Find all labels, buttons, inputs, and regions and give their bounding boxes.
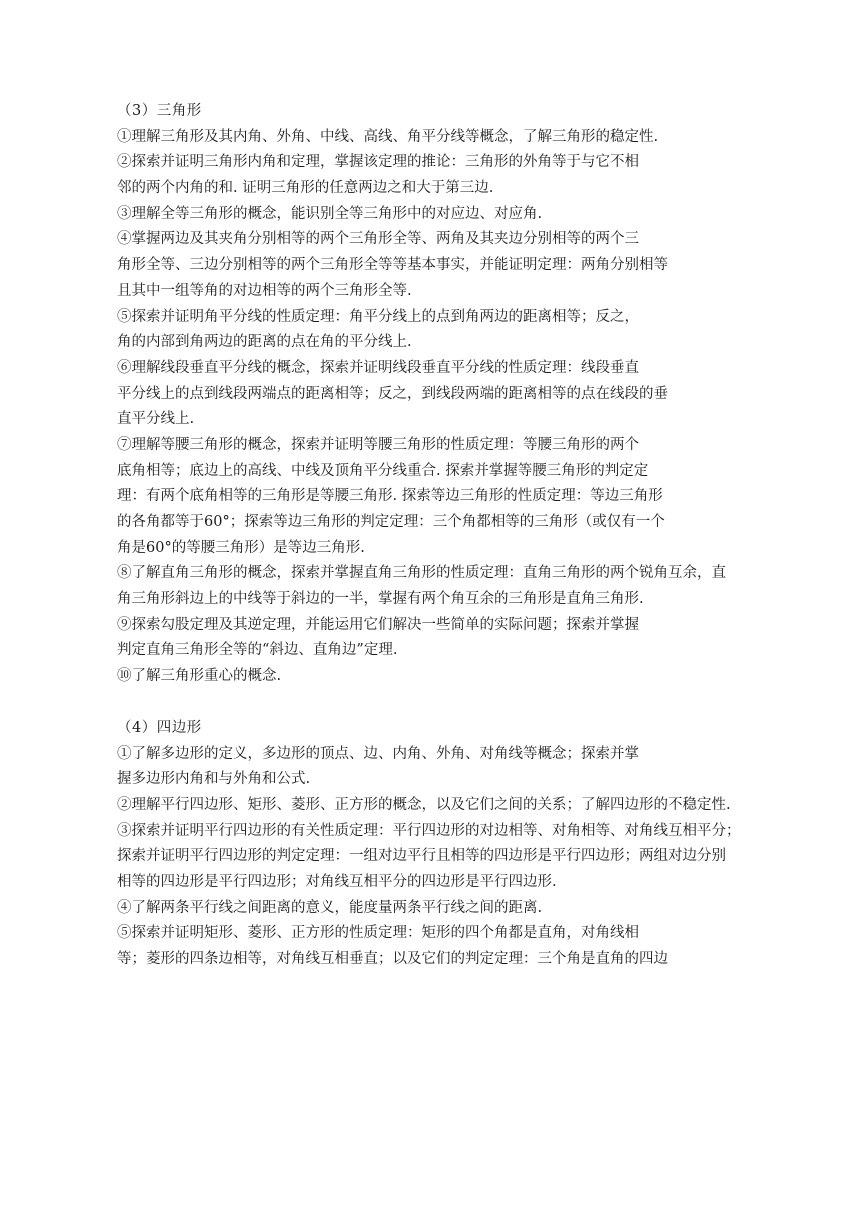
section-3-item-6-cont: 直平分线上.: [117, 411, 195, 428]
section-3-item-9: ⑨探索勾股定理及其逆定理，并能运用它们解决一些简单的实际问题；探索并掌握: [117, 616, 639, 633]
section-4-item-4: ④了解两条平行线之间距离的意义，能度量两条平行线之间的距离.: [117, 899, 543, 916]
document-body: [117, 99, 757, 973]
section-4-item-3-cont: 探索并证明平行四边形的判定定理：一组对边平行且相等的四边形是平行四边形；两组对边分别: [117, 848, 726, 865]
section-3-item-5: ⑤探索并证明角平分线的性质定理：角平分线上的点到角两边的距离相等；反之，: [117, 308, 639, 325]
section-4-item-2: ②理解平行四边形、矩形、菱形、正方形的概念，以及它们之间的关系；了解四边形的不稳定性.: [117, 796, 731, 813]
section-4-item-5-cont: 等；菱形的四条边相等，对角线互相垂直；以及它们的判定定理：三个角是直角的四边: [117, 951, 668, 967]
section-3-item-7-cont: 底角相等；底边上的高线、中线及顶角平分线重合. 探索并掌握等腰三角形的判定定: [117, 462, 649, 479]
section-spacer: [117, 690, 757, 716]
section-3-item-7-cont: 理：有两个底角相等的三角形是等腰三角形. 探索等边三角形的性质定理：等边三角形: [117, 488, 663, 505]
section-3-item-2: ②探索并证明三角形内角和定理，掌握该定理的推论：三角形的外角等于与它不相: [117, 154, 639, 171]
section-3-item-3: ③理解全等三角形的概念，能识别全等三角形中的对应边、对应角.: [117, 205, 543, 222]
section-3-item-10: ⑩了解三角形重心的概念.: [117, 668, 282, 685]
section-3-item-6-cont: 平分线上的点到线段两端点的距离相等；反之，到线段两端的距离相等的点在线段的垂: [117, 385, 668, 402]
section-3-item-4: ④掌握两边及其夹角分别相等的两个三角形全等、两角及其夹边分别相等的两个三: [117, 231, 639, 248]
section-3-body: [117, 125, 757, 690]
section-3-item-7-cont: 的各角都等于60°；探索等边三角形的判定定理：三个角都相等的三角形（或仅有一个: [117, 514, 665, 530]
section-3-item-5-cont: 角的内部到角两边的距离的点在角的平分线上.: [117, 334, 412, 351]
section-4-body: [117, 742, 757, 973]
section-4-item-1: ①了解多边形的定义，多边形的顶点、边、内角、外角、对角线等概念；探索并掌: [117, 745, 639, 762]
section-4-heading: （4）四边形: [117, 719, 202, 736]
section-4-item-3-cont: 相等的四边形是平行四边形；对角线互相平分的四边形是平行四边形.: [117, 873, 557, 890]
section-3-item-6: ⑥理解线段垂直平分线的概念，探索并证明线段垂直平分线的性质定理：线段垂直: [117, 359, 639, 376]
section-3-item-7: ⑦理解等腰三角形的概念，探索并证明等腰三角形的性质定理：等腰三角形的两个: [117, 436, 639, 453]
section-3-item-2-cont: 邻的两个内角的和. 证明三角形的任意两边之和大于第三边.: [117, 180, 494, 197]
section-3-item-1: ①理解三角形及其内角、外角、中线、高线、角平分线等概念，了解三角形的稳定性.: [117, 128, 659, 145]
section-3-heading: （3）三角形: [117, 103, 202, 119]
section-3-item-4-cont: 角形全等、三边分别相等的两个三角形全等等基本事实，并能证明定理：两角分别相等: [117, 257, 668, 274]
section-3-item-8: ⑧了解直角三角形的概念，探索并掌握直角三角形的性质定理：直角三角形的两个锐角互余，直: [117, 565, 726, 582]
section-3-item-4-cont: 且其中一组等角的对边相等的两个三角形全等.: [117, 282, 412, 299]
section-4-item-5: ⑤探索并证明矩形、菱形、正方形的性质定理：矩形的四个角都是直角，对角线相: [117, 925, 639, 942]
section-4-item-1-cont: 握多边形内角和与外角和公式.: [117, 771, 311, 788]
section-4-item-3: ③探索并证明平行四边形的有关性质定理：平行四边形的对边相等、对角相等、对角线互相平分；: [117, 822, 741, 839]
section-3-item-7-cont: 角是60°的等腰三角形）是等边三角形.: [117, 539, 365, 556]
section-3-item-8-cont: 角三角形斜边上的中线等于斜边的一半，掌握有两个角互余的三角形是直角三角形.: [117, 591, 644, 608]
section-3-item-9-cont: 判定直角三角形全等的“斜边、直角边”定理.: [117, 642, 398, 659]
